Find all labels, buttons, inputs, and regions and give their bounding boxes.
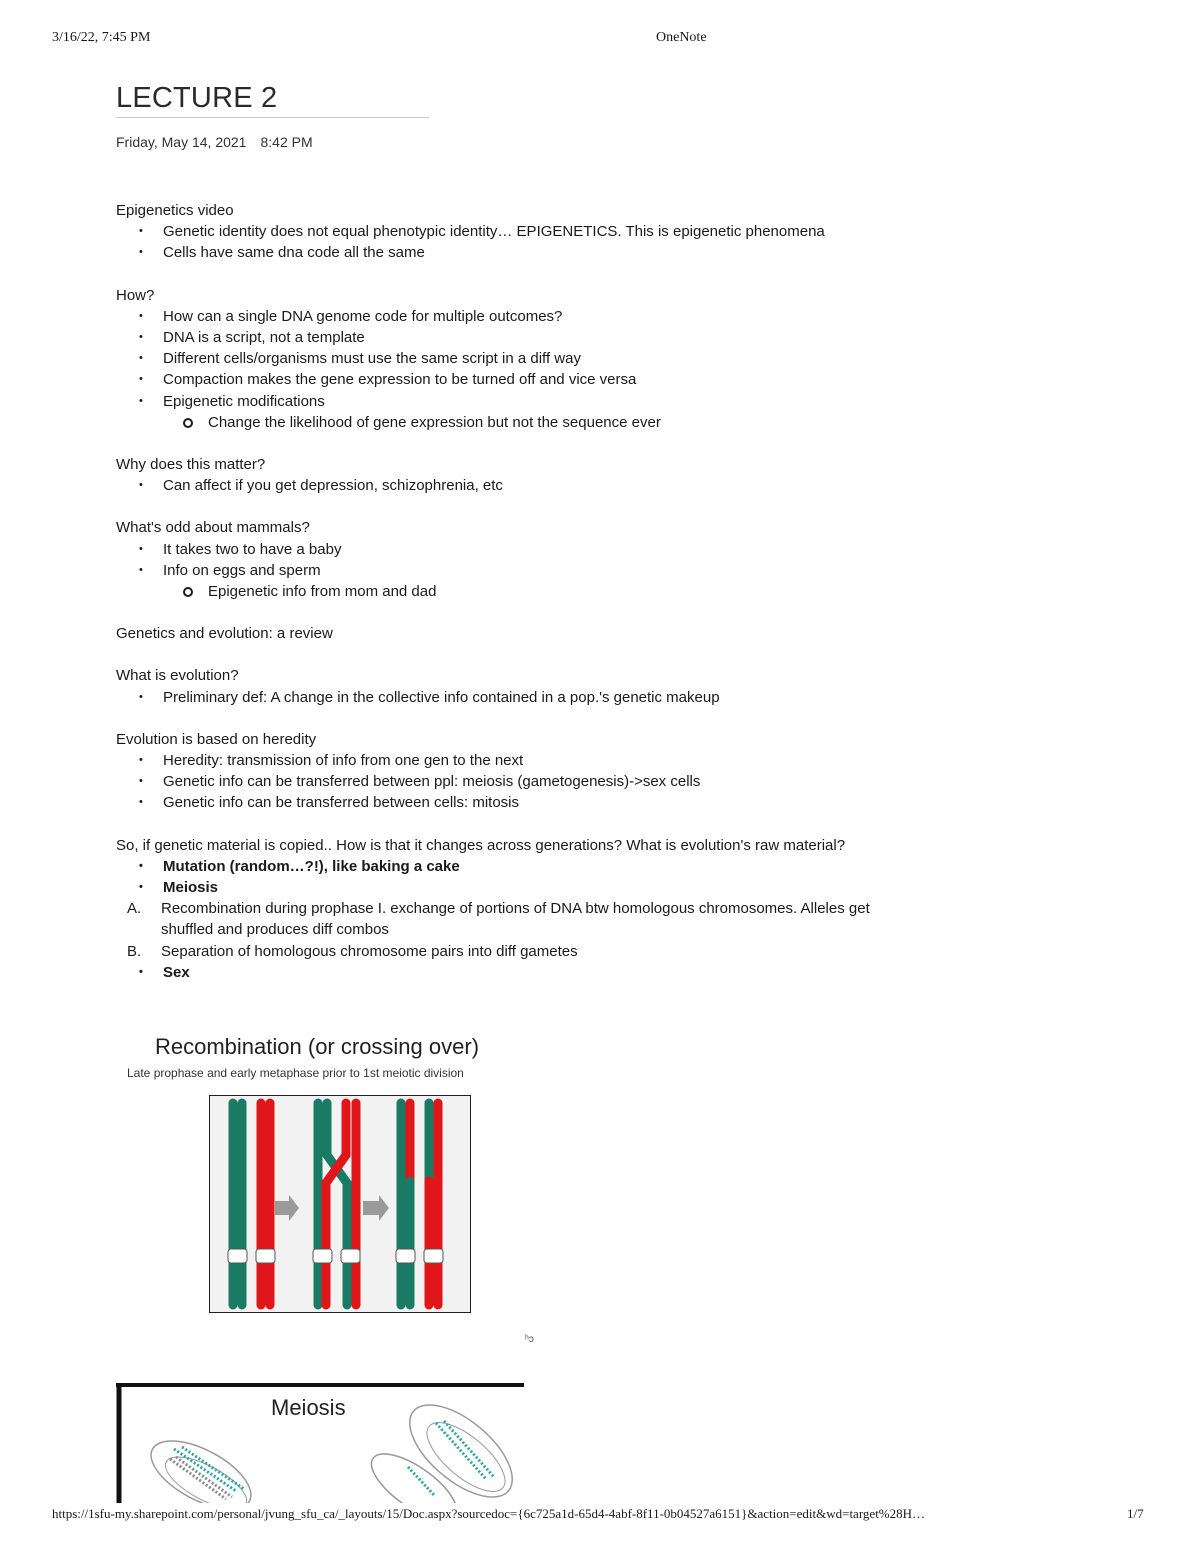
bullet-item: • Info on eggs and sperm [116, 560, 896, 581]
bullet-item: • How can a single DNA genome code for multiple outcomes? [116, 306, 896, 327]
page-number: 1/7 [1127, 1506, 1144, 1521]
section-heading: What's odd about mammals? [116, 519, 310, 537]
paragraph: So, if genetic material is copied.. How is that it changes across generations? What is evolution's raw material? [116, 836, 846, 854]
note-content [116, 200, 896, 983]
print-header [0, 30, 1200, 50]
figure-subtitle: Late prophase and early metaphase prior to 1st meiotic division [127, 1066, 464, 1080]
section-heading: How? [116, 286, 155, 304]
bullet-item: • Genetic info can be transferred between cells: mitosis [116, 792, 896, 813]
bullet-item: • Preliminary def: A change in the collective info contained in a pop.'s genetic makeup [116, 687, 896, 708]
stray-mark: ʰɔ [525, 1334, 534, 1345]
bullet-item: • Epigenetic modifications [116, 391, 896, 412]
bullet-item: • It takes two to have a baby [116, 539, 896, 560]
bullet-item: • DNA is a script, not a template [116, 327, 896, 348]
bullet-item: • Heredity: transmission of info from one gen to the next [116, 750, 896, 771]
crossing-over-illustration [209, 1095, 471, 1313]
recombination-figure [125, 1034, 555, 1324]
section-heading: Epigenetics video [116, 202, 234, 219]
list-letter: B. [127, 942, 142, 960]
sub-bullet-item: Epigenetic info from mom and dad [116, 581, 896, 602]
bullet-item: • Genetic info can be transferred between ppl: meiosis (gametogenesis)->sex cells [116, 771, 896, 792]
print-footer [0, 1506, 1200, 1526]
section-heading: Genetics and evolution: a review [116, 625, 333, 643]
section-heading: What is evolution? [116, 667, 239, 685]
list-letter: A. [127, 900, 142, 918]
lettered-item [116, 898, 896, 940]
bullet-item: • Meiosis [116, 877, 896, 898]
figure-title: Recombination (or crossing over) [155, 1034, 480, 1059]
lettered-item [116, 941, 896, 962]
bullet-item: • Cells have same dna code all the same [116, 242, 896, 263]
bullet-item: • Mutation (random…?!), like baking a cake [116, 856, 896, 877]
page-datetime [116, 134, 313, 150]
section-heading: Why does this matter? [116, 456, 266, 474]
lettered-item-text: Recombination during prophase I. exchange of portions of DNA btw homologous chromosomes. Alleles get shuffled and produces diff combos [161, 900, 870, 939]
lettered-item-text: Separation of homologous chromosome pairs into diff gametes [161, 942, 578, 960]
page-date: Friday, May 14, 2021 [116, 134, 247, 150]
bullet-item: • Can affect if you get depression, schizophrenia, etc [116, 475, 896, 496]
figure-title: Meiosis [271, 1395, 346, 1420]
bullet-item: • Different cells/organisms must use the same script in a diff way [116, 348, 896, 369]
print-app-name: OneNote [656, 30, 707, 45]
bullet-item: • Compaction makes the gene expression to be turned off and vice versa [116, 369, 896, 390]
print-date: 3/16/22, 7:45 PM [52, 30, 151, 45]
bullet-item: • Sex [116, 962, 896, 983]
page-title: LECTURE 2 [116, 82, 429, 118]
bullet-item: • Genetic identity does not equal phenotypic identity… EPIGENETICS. This is epigenetic phenomena [116, 221, 896, 242]
page-time: 8:42 PM [260, 134, 313, 150]
print-url: https://1sfu-my.sharepoint.com/personal/jvung_sfu_ca/_layouts/15/Doc.aspx?sourcedoc={6c725a1d-65d4-4abf-8f11-0b04527a6151}&action=edit&wd=target%28H… [52, 1506, 926, 1521]
sub-bullet-item: Change the likelihood of gene expression but not the sequence ever [116, 412, 896, 433]
meiosis-figure [116, 1383, 524, 1503]
section-heading: Evolution is based on heredity [116, 730, 317, 748]
